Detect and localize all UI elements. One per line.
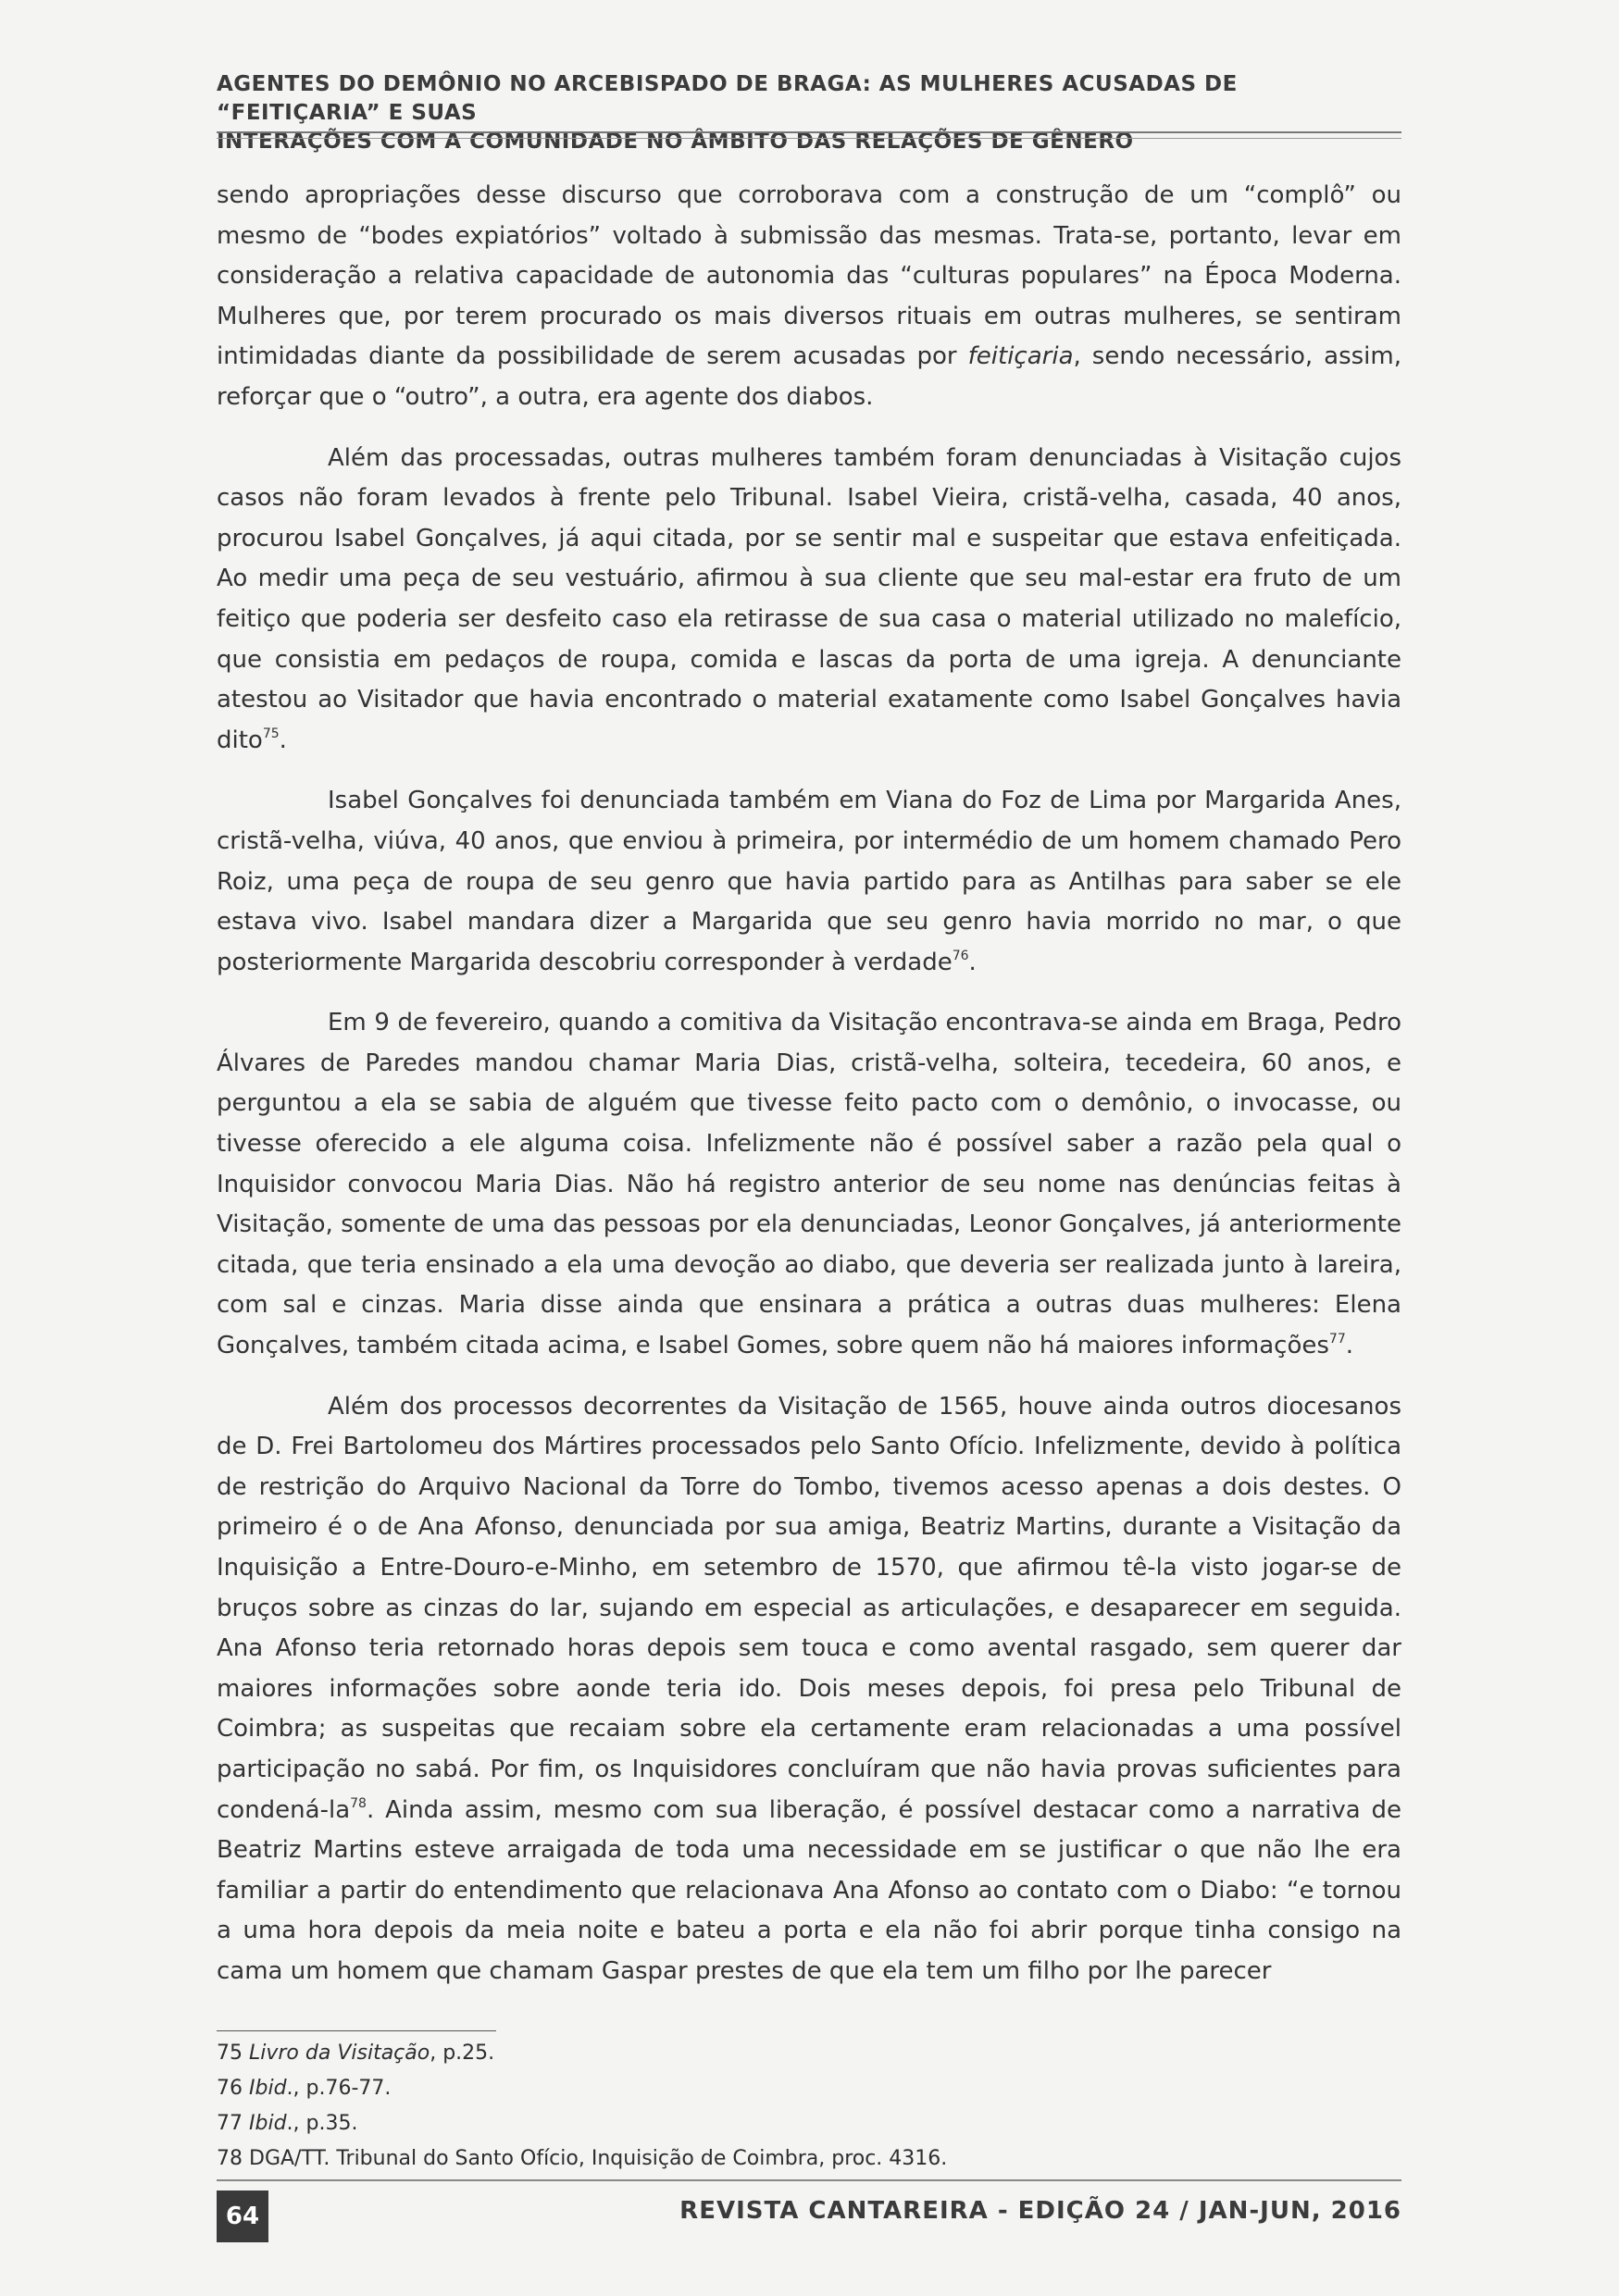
footnote-italic: Ibid xyxy=(249,2077,287,2100)
paragraph-5-text-end: . Ainda assim, mesmo com sua liberação, é possível destacar como a narrativa de Beatriz Martins esteve arraigada de toda uma necessidade em se justificar o que não lhe era familiar a partir do entendimento que relacionava Ana Afonso ao contato com o Diabo: “e tornou a uma hora depois da meia noite e bateu a porta e ela não foi abrir porque tinha consigo na cama um homem que chamam Gaspar prestes de que ela tem um filho por lhe parecer xyxy=(217,1795,1401,1985)
paragraph-5 xyxy=(217,1387,1401,1992)
footnote-text: ., p.35. xyxy=(286,2112,358,2135)
running-header-line-1: AGENTES DO DEMÔNIO NO ARCEBISPADO DE BRAGA: AS MULHERES ACUSADAS DE “FEITIÇARIA” E SUAS xyxy=(217,72,1238,125)
footer-rule xyxy=(217,2179,1401,2181)
paragraph-3 xyxy=(217,781,1401,983)
footnote-italic: Livro da Visitação xyxy=(249,2042,430,2065)
footnote-text: , p.25. xyxy=(430,2042,495,2065)
footnote-ref-77[interactable]: 77 xyxy=(1328,1332,1346,1347)
paragraph-2-end: . xyxy=(279,726,287,754)
header-rule-thin xyxy=(217,138,1401,139)
header-rule xyxy=(217,131,1401,133)
footnotes xyxy=(217,2036,1401,2177)
footnote-ref-76[interactable]: 76 xyxy=(952,948,969,963)
footnote-text: DGA/TT. Tribunal do Santo Ofício, Inquisição de Coimbra, proc. 4316. xyxy=(249,2147,948,2170)
footnote-78 xyxy=(217,2141,1401,2177)
footnote-italic: Ibid xyxy=(249,2112,287,2135)
paragraph-2-text: Além das processadas, outras mulheres também foram denunciadas à Visitação cujos casos não foram levados à frente pelo Tribunal. Isabel Vieira, cristã-velha, casada, 40 anos, procurou Isabel Gonçalves, já aqui citada, por se sentir mal e suspeitar que estava enfeitiçada. Ao medir uma peça de seu vestuário, afirmou à sua cliente que seu mal-estar era fruto de um feitiço que poderia ser desfeito caso ela retirasse de sua casa o material utilizado no malefício, que consistia em pedaços de roupa, comida e lascas da porta de uma igreja. A denunciante atestou ao Visitador que havia encontrado o material exatamente como Isabel Gonçalves havia dito xyxy=(217,443,1401,754)
page-number: 64 xyxy=(217,2191,268,2242)
footnote-76 xyxy=(217,2071,1401,2106)
paragraph-1-text: sendo apropriações desse discurso que corroborava com a construção de um “complô” ou mesmo de “bodes expiatórios” voltado à submissão das mesmas. Trata-se, portanto, levar em consideração a relativa capacidade de autonomia das “culturas populares” na Época Moderna. Mulheres que, por terem procurado os mais diversos rituais em outras mulheres, se sentiram intimidadas diante da possibilidade de serem acusadas por xyxy=(217,181,1401,371)
footnote-number: 75 xyxy=(217,2042,243,2065)
footnote-text: ., p.76-77. xyxy=(286,2077,392,2100)
paragraph-4-end: . xyxy=(1345,1332,1353,1360)
paragraph-1-italic: feitiçaria xyxy=(967,342,1074,371)
footnote-ref-78[interactable]: 78 xyxy=(350,1795,367,1811)
paragraph-1 xyxy=(217,176,1401,418)
paragraph-5-text: Além dos processos decorrentes da Visitação de 1565, houve ainda outros diocesanos de D. Frei Bartolomeu dos Mártires processados pelo Santo Ofício. Infelizmente, devido à política de restrição do Arquivo Nacional da Torre do Tombo, tivemos acesso apenas a dois destes. O primeiro é o de Ana Afonso, denunciada por sua amiga, Beatriz Martins, durante a Visitação da Inquisição a Entre-Douro-e-Minho, em setembro de 1570, que afirmou tê-la visto jogar-se de bruços sobre as cinzas do lar, sujando em especial as articulações, e desaparecer em seguida. Ana Afonso teria retornado horas depois sem touca e como avental rasgado, sem querer dar maiores informações sobre aonde teria ido. Dois meses depois, foi presa pelo Tribunal de Coimbra; as suspeitas que recaiam sobre ela certamente eram relacionadas a uma possível participação no sabá. Por fim, os Inquisidores concluíram que não havia provas suficientes para condená-la xyxy=(217,1392,1401,1824)
footnote-number: 78 xyxy=(217,2147,243,2170)
running-header xyxy=(217,70,1401,156)
footnote-75 xyxy=(217,2036,1401,2071)
paragraph-3-end: . xyxy=(968,948,977,976)
journal-footer: REVISTA CANTAREIRA - EDIÇÃO 24 / JAN-JUN, 2016 xyxy=(679,2197,1401,2225)
footnote-number: 77 xyxy=(217,2112,243,2135)
paragraph-4 xyxy=(217,1003,1401,1366)
footnote-number: 76 xyxy=(217,2077,243,2100)
footnote-separator xyxy=(217,2030,496,2031)
paragraph-3-text: Isabel Gonçalves foi denunciada também em Viana do Foz de Lima por Margarida Anes, cristã-velha, viúva, 40 anos, que enviou à primeira, por intermédio de um homem chamado Pero Roiz, uma peça de roupa de seu genro que havia partido para as Antilhas para saber se ele estava vivo. Isabel mandara dizer a Margarida que seu genro havia morrido no mar, o que posteriormente Margarida descobriu corresponder à verdade xyxy=(217,787,1401,976)
footnote-ref-75[interactable]: 75 xyxy=(262,726,280,741)
paragraph-4-text: Em 9 de fevereiro, quando a comitiva da Visitação encontrava-se ainda em Braga, Pedro Álvares de Paredes mandou chamar Maria Dias, cristã-velha, solteira, tecedeira, 60 anos, e perguntou a ela se sabia de alguém que tivesse feito pacto com o demônio, o invocasse, ou tivesse oferecido a ele alguma coisa. Infelizmente não é possível saber a razão pela qual o Inquisidor convocou Maria Dias. Não há registro anterior de seu nome nas denúncias feitas à Visitação, somente de uma das pessoas por ela denunciadas, Leonor Gonçalves, já anteriormente citada, que teria ensinado a ela uma devoção ao diabo, que deveria ser realizada junto à lareira, com sal e cinzas. Maria disse ainda que ensinara a prática a outras duas mulheres: Elena Gonçalves, também citada acima, e Isabel Gomes, sobre quem não há maiores informações xyxy=(217,1009,1401,1360)
paragraph-2 xyxy=(217,439,1401,762)
footnote-77 xyxy=(217,2106,1401,2141)
paragraph-1-text-end: , sendo necessário, assim, reforçar que o “outro”, a outra, era agente dos diabos. xyxy=(217,342,1401,411)
article-body xyxy=(217,176,1401,2013)
running-header-line-2: INTERAÇÕES COM A COMUNIDADE NO ÂMBITO DAS RELAÇÕES DE GÊNERO xyxy=(217,130,1134,154)
